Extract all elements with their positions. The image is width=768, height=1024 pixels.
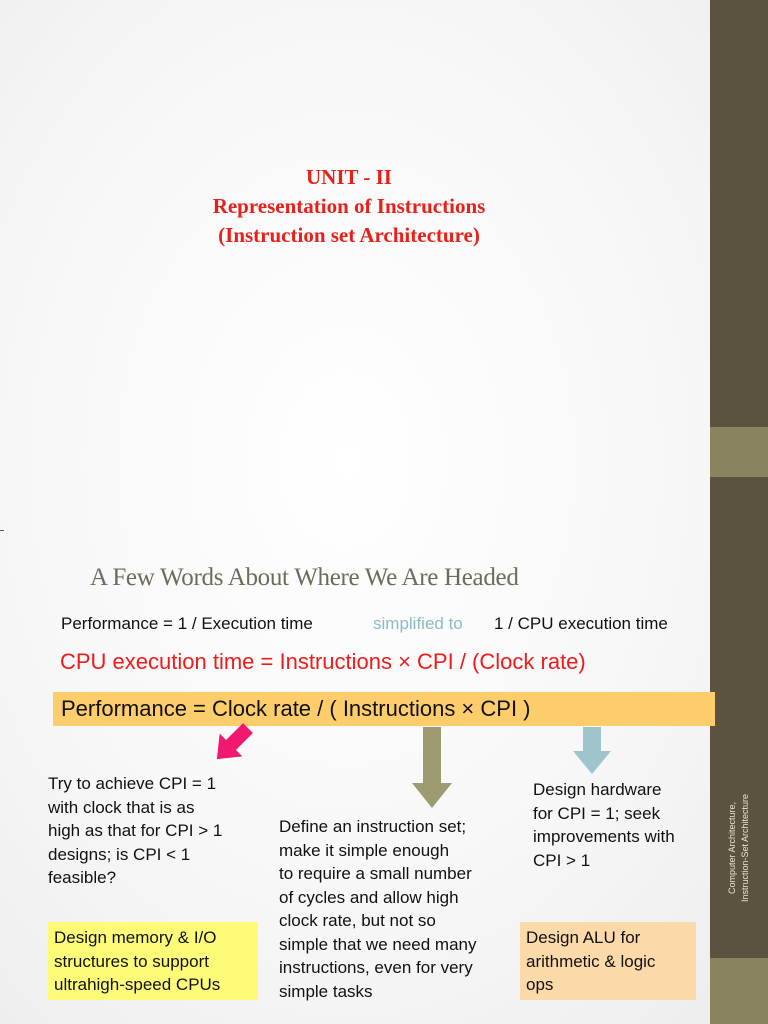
note-line: Design hardware [533,780,662,799]
note-line: make it simple enough [279,840,450,860]
formula-cpu-execution-time: CPU execution time = Instructions × CPI / (Clock rate) [60,649,586,674]
box-line: ultrahigh-speed CPUs [54,975,221,994]
note-line: Try to achieve CPI = 1 [48,774,217,793]
title-topic: Representation of Instructions [212,194,486,218]
note-cpi-goal [48,772,222,890]
box-line: Design ALU for [526,928,641,947]
performance-banner-text: Performance = Clock rate / ( Instructions × CPI ) [61,696,531,721]
note-line: with clock that is as [48,797,195,817]
box-line: ops [526,975,554,994]
teal-arrow-icon [573,727,611,774]
note-line: designs; is CPI < 1 [48,844,191,864]
note-design-hardware [533,778,675,872]
note-line: improvements with [533,827,675,846]
memory-io-box [48,922,258,1000]
formula-performance: Performance = 1 / Execution time [61,614,313,633]
box-line: structures to support [54,951,209,971]
note-line: Define an instruction set; [279,817,467,836]
note-line: for CPI = 1; seek [533,803,661,823]
note-line: CPI > 1 [533,850,591,870]
note-line: simple that we need many [279,934,477,954]
box-line: arithmetic & logic [526,951,656,971]
note-line: feasible? [48,868,117,887]
note-line: to require a small number [279,864,472,883]
slide-heading: A Few Words About Where We Are Headed [90,564,519,591]
title-subtopic: (Instruction set Architecture) [218,223,480,247]
formula-cpu-time-inverse: 1 / CPU execution time [494,614,668,633]
formula-simplified-to: simplified to [373,614,463,633]
note-line: simple tasks [279,981,373,1001]
sidebar-caption-line1: Computer Architecture, [727,801,737,895]
alu-box [520,922,696,1000]
note-line: clock rate, but not so [279,911,436,930]
olive-arrow-icon [412,727,452,808]
pink-arrow-icon [206,717,260,771]
title-unit: UNIT - II [306,165,392,189]
sidebar-caption-line2: Instruction-Set Architecture [740,793,750,903]
box-line: Design memory & I/O [54,928,217,947]
note-line: instructions, even for very [279,958,473,977]
note-line: of cycles and allow high [279,887,459,907]
note-instruction-set [279,815,477,1003]
note-line: high as that for CPI > 1 [48,821,223,840]
